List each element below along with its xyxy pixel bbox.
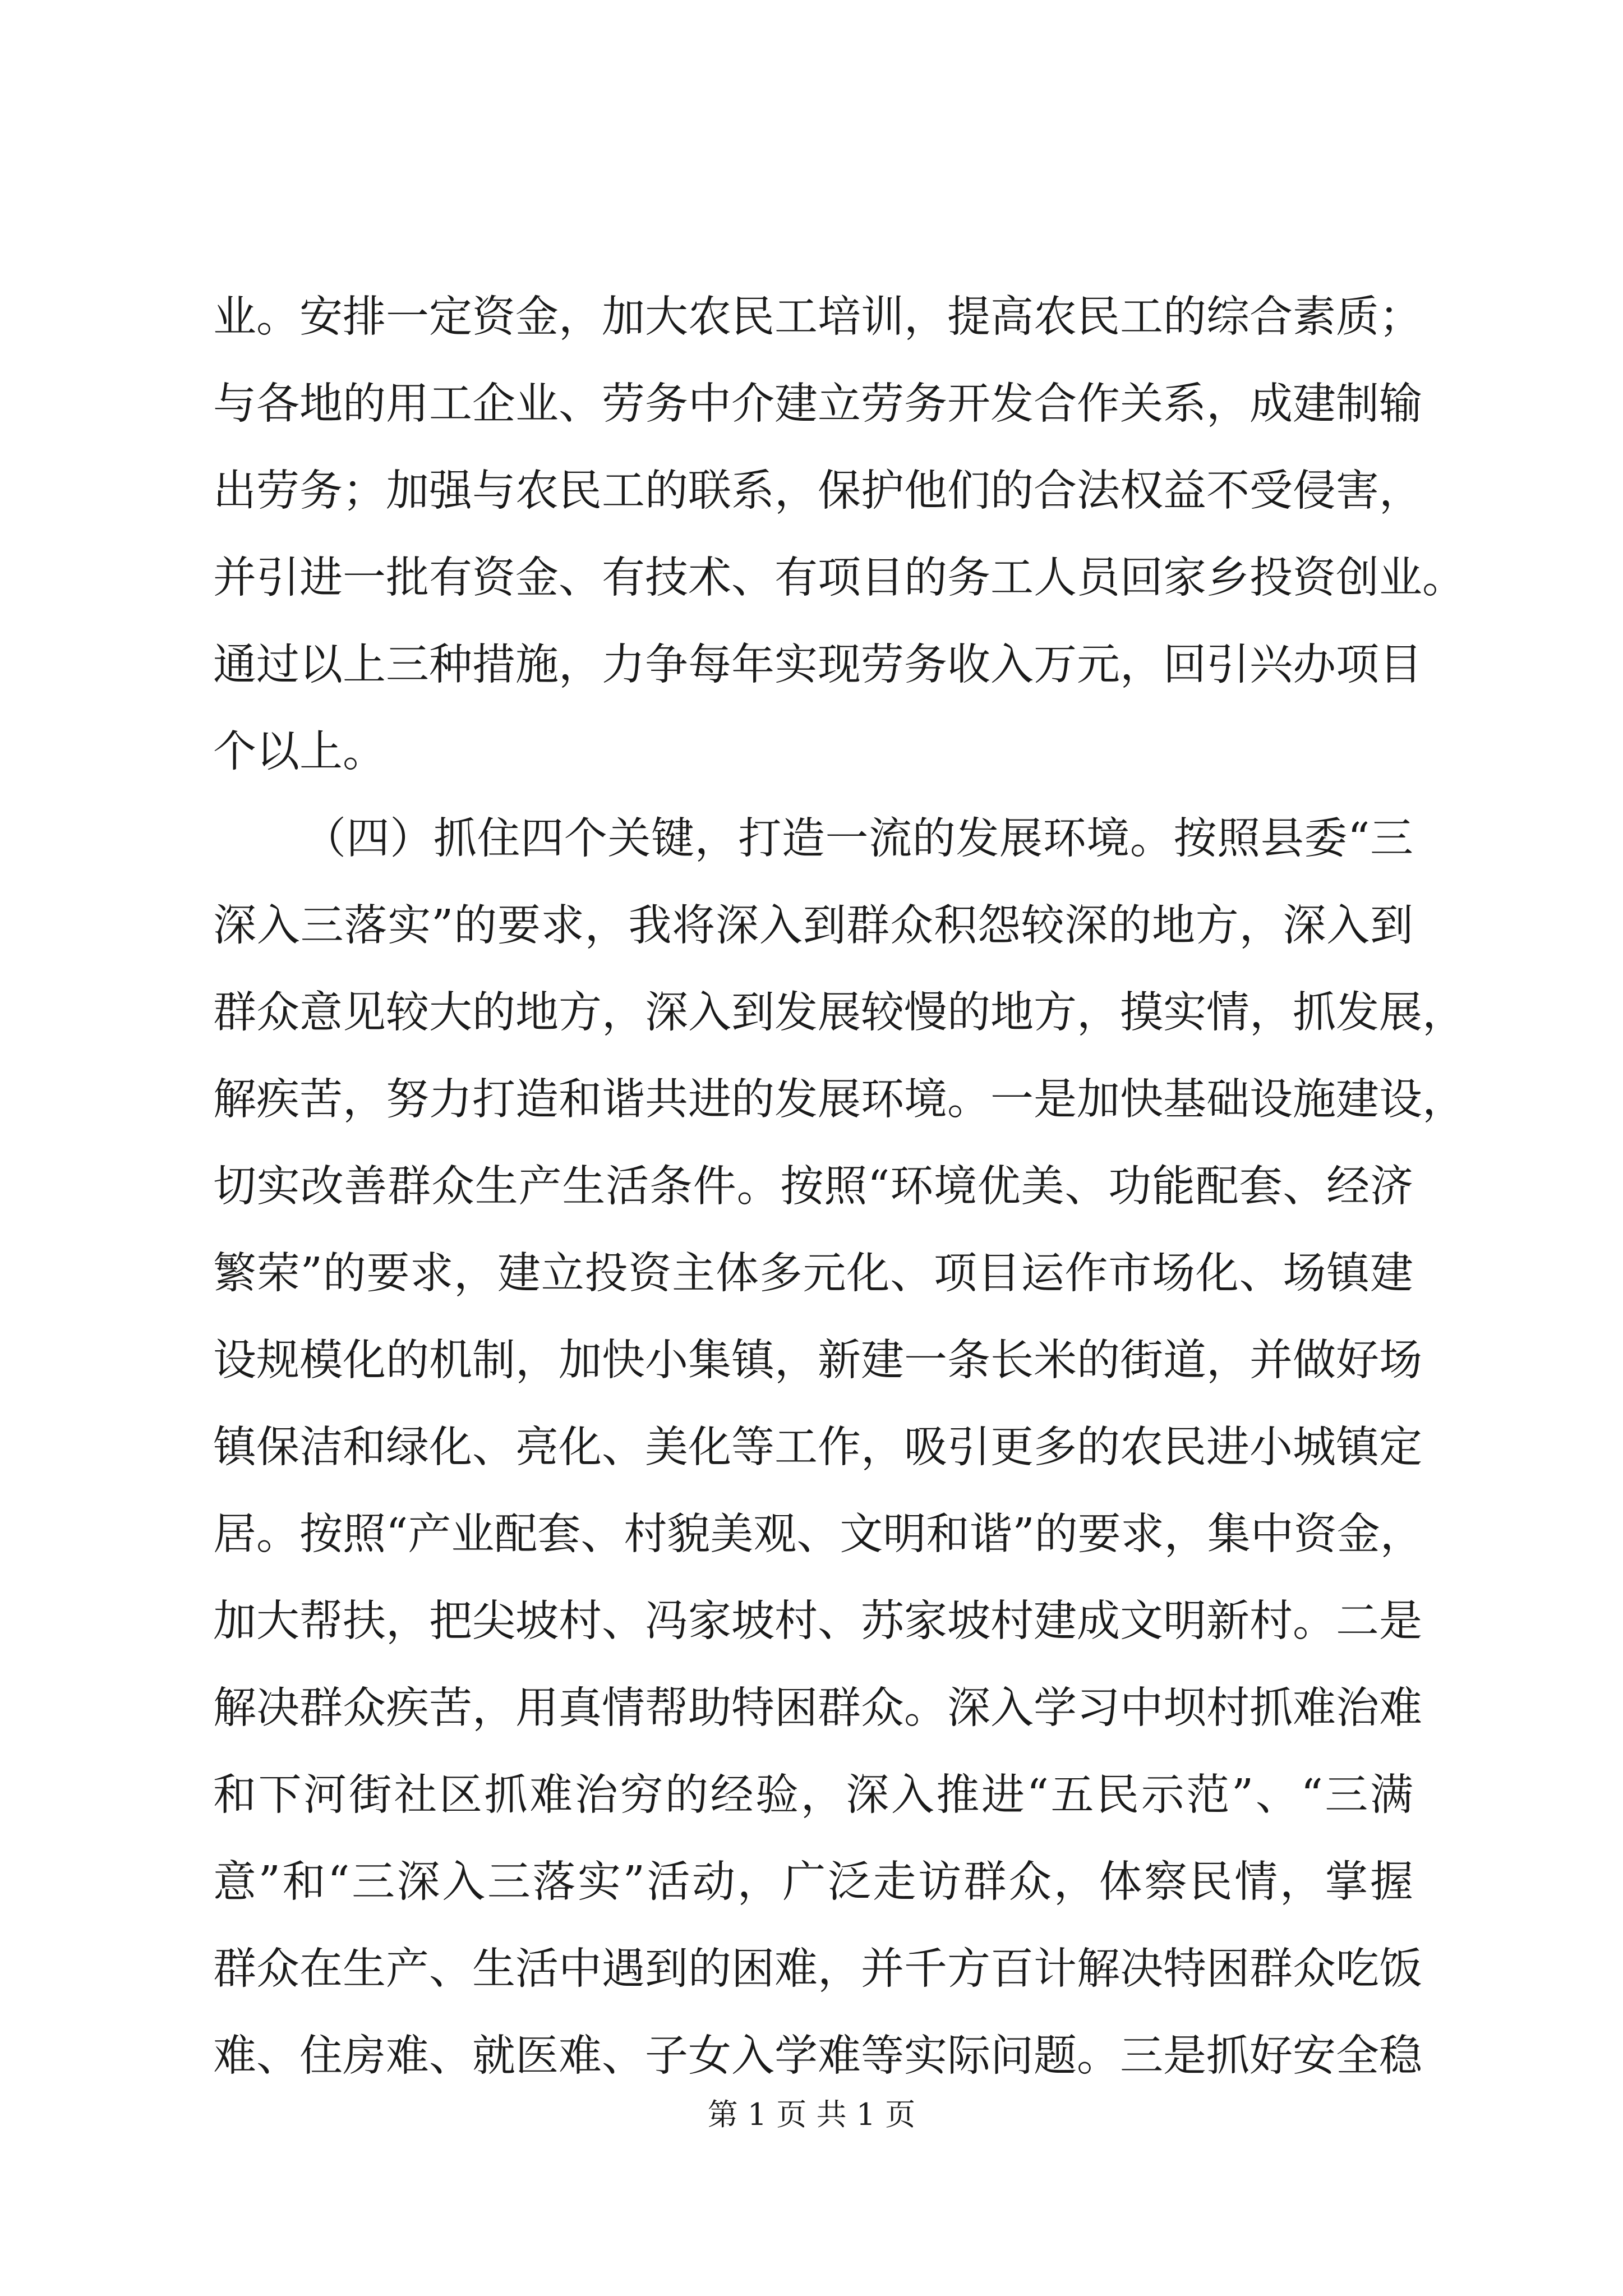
text-line: 繁荣”的要求，建立投资主体多元化、项目运作市场化、场镇建 [213,1249,1413,1299]
text-line: 深入三落实”的要求，我将深入到群众积怨较深的地方，深入到 [213,901,1413,951]
text-line: 业。安排一定资金，加大农民工培训，提高农民工的综合素质； [213,292,1422,342]
text-line: 居。按照“产业配套、村貌美观、文明和谐”的要求，集中资金， [213,1510,1423,1559]
text-line: 与各地的用工企业、劳务中介建立劳务开发合作关系，成建制输 [213,379,1422,429]
document-body [213,274,1465,2100]
text-line: 个以上。 [213,727,386,777]
text-line: 切实改善群众生产生活条件。按照“环境优美、功能配套、经济 [213,1162,1413,1212]
text-line: 难、住房难、就医难、子女入学难等实际问题。三是抓好安全稳 [213,2031,1422,2081]
text-line: 解决群众疾苦，用真情帮助特困群众。深入学习中坝村抓难治难 [213,1683,1422,1733]
text-line: 并引进一批有资金、有技术、有项目的务工人员回家乡投资创业。 [213,553,1465,603]
paragraph-start-line: （四）抓住四个关键，打造一流的发展环境。按照县委“三 [303,814,1413,864]
page-footer: 第 1 页 共 1 页 [707,2097,916,2132]
text-line: 通过以上三种措施，力争每年实现劳务收入万元，回引兴办项目 [213,640,1422,690]
text-line: 群众意见较大的地方，深入到发展较慢的地方，摸实情，抓发展， [213,988,1465,1038]
text-line: 意”和“三深入三落实”活动，广泛走访群众，体察民情，掌握 [213,1857,1413,1907]
text-line: 设规模化的机制，加快小集镇，新建一条长米的街道，并做好场 [213,1336,1422,1386]
text-line: 和下河街社区抓难治穷的经验，深入推进“五民示范”、“三满 [213,1770,1413,1820]
text-line: 镇保洁和绿化、亮化、美化等工作，吸引更多的农民进小城镇定 [213,1423,1422,1473]
text-line: 解疾苦，努力打造和谐共进的发展环境。一是加快基础设施建设， [213,1075,1465,1125]
text-line: 出劳务；加强与农民工的联系，保护他们的合法权益不受侵害， [213,466,1422,516]
text-line: 群众在生产、生活中遇到的困难，并千方百计解决特困群众吃饭 [213,1944,1422,1994]
text-line: 加大帮扶，把尖坡村、冯家坡村、苏家坡村建成文明新村。二是 [213,1596,1422,1646]
